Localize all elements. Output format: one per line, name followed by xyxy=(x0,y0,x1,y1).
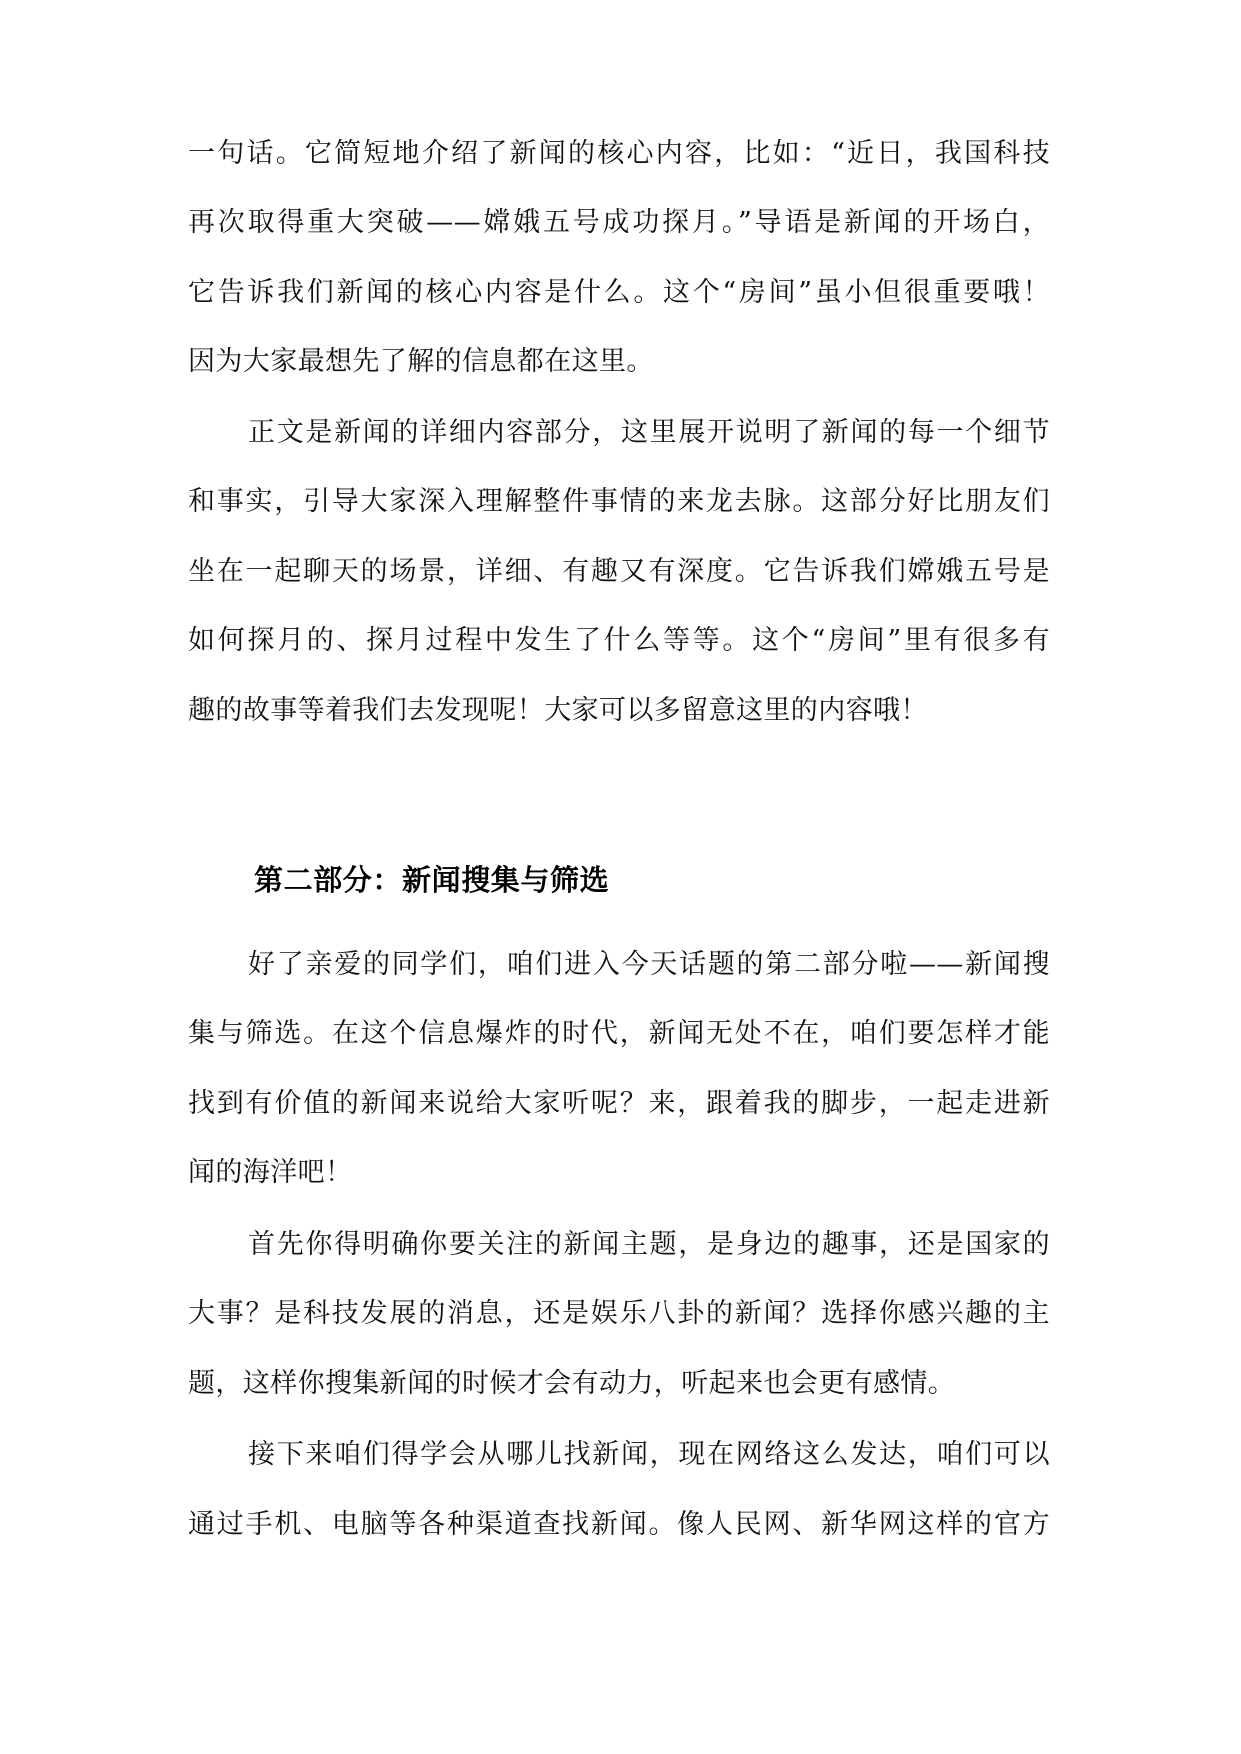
text-line: 和事实，引导大家深入理解整件事情的来龙去脉。这部分好比朋友们 xyxy=(188,486,1050,517)
text-line: 题，这样你搜集新闻的时候才会有动力，听起来也会更有感情。 xyxy=(188,1368,956,1399)
text-line: 正文是新闻的详细内容部分，这里展开说明了新闻的每一个细节 xyxy=(248,417,1050,448)
section-heading: 第二部分：新闻搜集与筛选 xyxy=(254,863,610,897)
text-line: 闻的海洋吧！ xyxy=(188,1157,353,1188)
text-line: 坐在一起聊天的场景，详细、有趣又有深度。它告诉我们嫦娥五号是 xyxy=(188,556,1050,587)
text-line: 集与筛选。在这个信息爆炸的时代，新闻无处不在，咱们要怎样才能 xyxy=(188,1018,1050,1049)
text-line: 它告诉我们新闻的核心内容是什么。这个“房间”虽小但很重要哦！ xyxy=(188,277,1050,308)
text-line: 好了亲爱的同学们，咱们进入今天话题的第二部分啦——新闻搜 xyxy=(248,949,1050,980)
text-line: 接下来咱们得学会从哪儿找新闻，现在网络这么发达，咱们可以 xyxy=(248,1439,1050,1470)
text-line: 因为大家最想先了解的信息都在这里。 xyxy=(188,346,654,377)
text-line: 通过手机、电脑等各种渠道查找新闻。像人民网、新华网这样的官方 xyxy=(188,1509,1050,1540)
text-line: 一句话。它简短地介绍了新闻的核心内容，比如：“近日，我国科技 xyxy=(188,138,1050,169)
text-line: 找到有价值的新闻来说给大家听呢？来，跟着我的脚步，一起走进新 xyxy=(188,1088,1050,1119)
text-line: 再次取得重大突破——嫦娥五号成功探月。”导语是新闻的开场白， xyxy=(188,207,1050,238)
text-line: 首先你得明确你要关注的新闻主题，是身边的趣事，还是国家的 xyxy=(248,1229,1050,1260)
text-line: 如何探月的、探月过程中发生了什么等等。这个“房间”里有很多有 xyxy=(188,625,1050,656)
text-line: 趣的故事等着我们去发现呢！大家可以多留意这里的内容哦！ xyxy=(188,695,928,726)
text-line: 大事？是科技发展的消息，还是娱乐八卦的新闻？选择你感兴趣的主 xyxy=(188,1298,1050,1329)
